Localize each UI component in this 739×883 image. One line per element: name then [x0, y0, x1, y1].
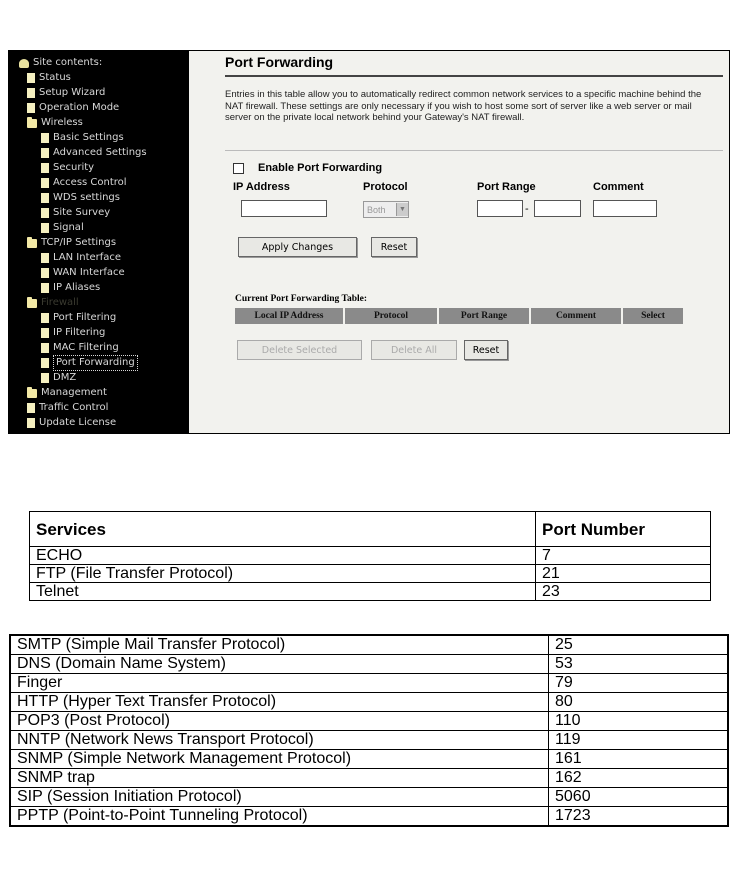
chevron-down-icon: ▼	[396, 203, 408, 216]
page-icon	[41, 253, 49, 263]
page-description: Entries in this table allow you to automatically redirect common network services to a specific machine behind the NAT firewall. These settings are only necessary if you wish to host some sort of server like a web server or mail server on the private local network behind your Gateway's NAT firewall.	[225, 89, 702, 123]
sidebar-item-label: Access Control	[53, 177, 127, 188]
table-row	[10, 807, 728, 827]
column-header: Comment	[531, 308, 623, 324]
port-number-header: Port Number	[536, 512, 711, 547]
port-number-cell: 7	[536, 547, 711, 565]
sidebar-item-basic-settings[interactable]	[41, 131, 124, 145]
services-table-1	[29, 511, 711, 601]
sidebar-item-label: DMZ	[53, 372, 77, 383]
delete-all-button[interactable]: Delete All	[371, 340, 457, 360]
page-icon	[41, 358, 49, 368]
sidebar-item-status[interactable]	[27, 71, 71, 85]
sidebar-item-label: Management	[41, 387, 107, 398]
sidebar-item-firewall[interactable]	[27, 296, 79, 310]
page-icon	[27, 73, 35, 83]
service-name-cell: HTTP (Hyper Text Transfer Protocol)	[10, 693, 549, 712]
page-icon	[41, 223, 49, 233]
sidebar-item-security[interactable]	[41, 161, 94, 175]
page-icon	[41, 208, 49, 218]
protocol-label: Protocol	[363, 181, 408, 193]
apply-changes-button[interactable]: Apply Changes	[238, 237, 357, 257]
service-name-cell: NNTP (Network News Transport Protocol)	[10, 731, 549, 750]
sidebar-item-label: Operation Mode	[39, 102, 120, 113]
sidebar-item-update-license[interactable]	[27, 416, 116, 430]
column-header: Port Range	[439, 308, 531, 324]
column-header: Protocol	[345, 308, 439, 324]
service-name-cell: Telnet	[30, 583, 536, 601]
title-divider	[225, 75, 723, 77]
page-icon	[41, 373, 49, 383]
sidebar-item-label: WAN Interface	[53, 267, 125, 278]
root-icon	[19, 59, 29, 68]
folder-icon	[27, 239, 37, 248]
sidebar-item-ip-aliases[interactable]	[41, 281, 100, 295]
service-name-cell: DNS (Domain Name System)	[10, 655, 549, 674]
table-header-row	[30, 512, 711, 547]
service-name-cell: Finger	[10, 674, 549, 693]
services-header: Services	[30, 512, 536, 547]
enable-port-forwarding-checkbox[interactable]	[233, 163, 244, 174]
sidebar-item-label: IP Filtering	[53, 327, 106, 338]
sidebar-item-label: Update License	[39, 417, 117, 428]
column-header: Local IP Address	[235, 308, 345, 324]
page-icon	[41, 283, 49, 293]
sidebar-item-label: Advanced Settings	[53, 147, 147, 158]
service-name-cell: ECHO	[30, 547, 536, 565]
page-icon	[41, 343, 49, 353]
sidebar-item-label: Basic Settings	[53, 132, 124, 143]
sidebar-item-site-survey[interactable]	[41, 206, 110, 220]
comment-label: Comment	[593, 181, 644, 193]
folder-icon	[27, 389, 37, 398]
sidebar-item-label: Firewall	[41, 297, 79, 308]
table-row	[10, 635, 728, 655]
port-number-cell: 162	[549, 769, 729, 788]
port-number-cell: 110	[549, 712, 729, 731]
page-icon	[41, 133, 49, 143]
sidebar-item-label: Signal	[53, 222, 84, 233]
page-icon	[27, 103, 35, 113]
page-icon	[41, 328, 49, 338]
reset-table-button[interactable]: Reset	[464, 340, 508, 360]
section-divider	[225, 150, 723, 151]
sidebar-item-label: Port Filtering	[53, 312, 117, 323]
service-name-cell: SMTP (Simple Mail Transfer Protocol)	[10, 635, 549, 655]
service-name-cell: SNMP trap	[10, 769, 549, 788]
page-icon	[27, 418, 35, 428]
sidebar-item-wireless[interactable]	[27, 116, 83, 130]
sidebar-item-label: TCP/IP Settings	[41, 237, 117, 248]
services-table-2	[9, 634, 729, 827]
sidebar-item-access-control[interactable]	[41, 176, 127, 190]
sidebar-item-operation-mode[interactable]	[27, 101, 119, 115]
router-screenshot	[8, 50, 730, 434]
sidebar-item-label: IP Aliases	[53, 282, 101, 293]
port-number-cell: 161	[549, 750, 729, 769]
sidebar-item-label: Wireless	[41, 117, 83, 128]
table-row	[10, 788, 728, 807]
sidebar-item-label: Status	[39, 72, 71, 83]
page-icon	[41, 148, 49, 158]
port-range-end-input[interactable]	[534, 200, 581, 217]
service-name-cell: FTP (File Transfer Protocol)	[30, 565, 536, 583]
page-title: Port Forwarding	[225, 54, 334, 70]
table-row	[30, 547, 711, 565]
sidebar-item-setup-wizard[interactable]	[27, 86, 105, 100]
service-name-cell: PPTP (Point-to-Point Tunneling Protocol)	[10, 807, 549, 827]
sidebar-item-label: LAN Interface	[53, 252, 122, 263]
delete-selected-button[interactable]: Delete Selected	[237, 340, 362, 360]
service-name-cell: SIP (Session Initiation Protocol)	[10, 788, 549, 807]
page-icon	[27, 88, 35, 98]
column-header: Select	[623, 308, 685, 324]
sidebar-item-traffic-control[interactable]	[27, 401, 108, 415]
sidebar-item-advanced-settings[interactable]	[41, 146, 147, 160]
current-table-header	[235, 308, 685, 324]
port-number-cell: 79	[549, 674, 729, 693]
table-row	[10, 712, 728, 731]
port-number-cell: 80	[549, 693, 729, 712]
table-row	[10, 750, 728, 769]
reset-button[interactable]: Reset	[371, 237, 417, 257]
enable-port-forwarding-label: Enable Port Forwarding	[258, 162, 383, 174]
sidebar-item-label: Security	[53, 162, 95, 173]
page-icon	[41, 268, 49, 278]
port-number-cell: 1723	[549, 807, 729, 827]
page-icon	[41, 193, 49, 203]
page-icon	[27, 403, 35, 413]
table-row	[10, 731, 728, 750]
port-forwarding-panel	[189, 51, 729, 433]
sidebar-item-label: MAC Filtering	[53, 342, 119, 353]
folder-icon	[27, 299, 37, 308]
folder-icon	[27, 119, 37, 128]
port-number-cell: 23	[536, 583, 711, 601]
port-number-cell: 25	[549, 635, 729, 655]
comment-input[interactable]	[593, 200, 657, 217]
sidebar-item-lan-interface[interactable]	[41, 251, 121, 265]
sidebar-item-label: WDS settings	[53, 192, 120, 203]
port-range-separator: -	[525, 203, 529, 215]
sidebar-item-tcp-ip-settings[interactable]	[27, 236, 116, 250]
protocol-selected-value: Both	[367, 204, 386, 215]
sidebar-item-site-contents[interactable]	[19, 56, 102, 70]
table-row	[10, 674, 728, 693]
sidebar-item-management[interactable]	[27, 386, 107, 400]
sidebar-item-mac-filtering[interactable]	[41, 341, 119, 355]
sidebar-item-wan-interface[interactable]	[41, 266, 125, 280]
protocol-select[interactable]	[363, 201, 409, 218]
sidebar-item-ip-filtering[interactable]	[41, 326, 105, 340]
service-name-cell: SNMP (Simple Network Management Protocol)	[10, 750, 549, 769]
page-icon	[41, 178, 49, 188]
port-number-cell: 5060	[549, 788, 729, 807]
port-range-label: Port Range	[477, 181, 536, 193]
sidebar-item-dmz[interactable]	[41, 371, 76, 385]
port-range-start-input[interactable]	[477, 200, 523, 217]
current-table-title: Current Port Forwarding Table:	[235, 294, 368, 304]
service-name-cell: POP3 (Post Protocol)	[10, 712, 549, 731]
table-row	[10, 769, 728, 788]
site-contents-sidebar	[9, 51, 189, 433]
table-row	[30, 583, 711, 601]
sidebar-item-label: Traffic Control	[39, 402, 109, 413]
ip-address-label: IP Address	[233, 181, 290, 193]
sidebar-item-wds-settings[interactable]	[41, 191, 120, 205]
sidebar-item-label: Port Forwarding	[53, 355, 138, 371]
port-number-cell: 21	[536, 565, 711, 583]
sidebar-item-label: Site Survey	[53, 207, 111, 218]
sidebar-item-port-forwarding[interactable]	[41, 356, 138, 370]
port-number-cell: 53	[549, 655, 729, 674]
table-row	[30, 565, 711, 583]
page-icon	[41, 313, 49, 323]
sidebar-item-label: Site contents:	[33, 57, 103, 68]
sidebar-item-label: Setup Wizard	[39, 87, 106, 98]
sidebar-item-port-filtering[interactable]	[41, 311, 116, 325]
enable-port-forwarding-row	[233, 162, 382, 174]
page-icon	[41, 163, 49, 173]
sidebar-item-signal[interactable]	[41, 221, 84, 235]
table-row	[10, 693, 728, 712]
port-number-cell: 119	[549, 731, 729, 750]
table-row	[10, 655, 728, 674]
ip-address-input[interactable]	[241, 200, 327, 217]
